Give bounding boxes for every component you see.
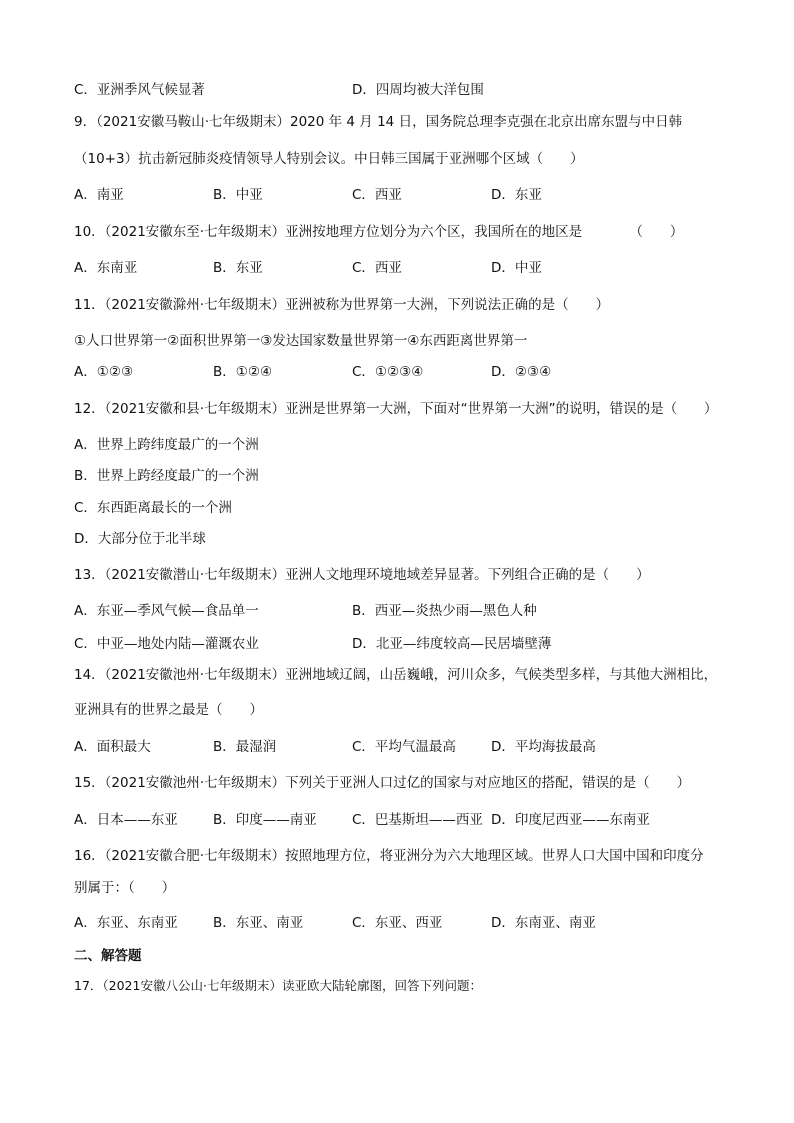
q8-option-d: D．四周均被大洋包围 bbox=[352, 82, 484, 98]
q15-option-a: A．日本——东亚 bbox=[74, 812, 178, 828]
q11-stem: 11．（2021安徽滁州·七年级期末）亚洲被称为世界第一大洲，下列说法正确的是（ ） bbox=[74, 297, 610, 313]
q11-statements: ①人口世界第一②面积世界第一③发达国家数量世界第一④东西距离世界第一 bbox=[74, 333, 528, 349]
q13-option-a: A．东亚—季风气候—食品单一 bbox=[74, 603, 259, 619]
q10-option-c: C．西亚 bbox=[352, 260, 402, 276]
q12-option-a: A．世界上跨纬度最广的一个洲 bbox=[74, 437, 259, 453]
q13-stem: 13．（2021安徽潜山·七年级期末）亚洲人文地理环境地域差异显著。下列组合正确的是（ ） bbox=[74, 567, 650, 583]
q15-option-c: C．巴基斯坦——西亚 bbox=[352, 812, 483, 828]
q14-stem-line1: 14．（2021安徽池州·七年级期末）亚洲地域辽阔，山岳巍峨，河川众多，气候类型多样，与其他大洲相比， bbox=[74, 667, 718, 683]
q11-option-c: C．①②③④ bbox=[352, 364, 424, 380]
q16-option-d: D．东南亚、南亚 bbox=[491, 915, 596, 931]
q16-stem-line2: 别属于：（ ） bbox=[74, 880, 176, 896]
q9-option-b: B．中亚 bbox=[213, 187, 263, 203]
q12-option-c: C．东西距离最长的一个洲 bbox=[74, 500, 232, 516]
q9-stem-line1: 9．（2021安徽马鞍山·七年级期末）2020 年 4 月 14 日，国务院总理李克强在北京出席东盟与中日韩 bbox=[74, 114, 683, 130]
q15-stem: 15．（2021安徽池州·七年级期末）下列关于亚洲人口过亿的国家与对应地区的搭配，错误的是（ ） bbox=[74, 775, 691, 791]
q11-option-b: B．①②④ bbox=[213, 364, 273, 380]
q10-option-d: D．中亚 bbox=[491, 260, 542, 276]
q16-option-b: B．东亚、南亚 bbox=[213, 915, 304, 931]
q15-option-b: B．印度——南亚 bbox=[213, 812, 317, 828]
q9-stem-line2: （10+3）抗击新冠肺炎疫情领导人特别会议。中日韩三国属于亚洲哪个区域（ ） bbox=[74, 151, 584, 167]
section-heading: 二、解答题 bbox=[74, 948, 142, 964]
q16-option-c: C．东亚、西亚 bbox=[352, 915, 443, 931]
q11-option-d: D．②③④ bbox=[491, 364, 552, 380]
q10-option-a: A．东南亚 bbox=[74, 260, 138, 276]
q10-option-b: B．东亚 bbox=[213, 260, 263, 276]
q12-option-b: B．世界上跨经度最广的一个洲 bbox=[74, 468, 259, 484]
q13-option-c: C．中亚—地处内陆—灌溉农业 bbox=[74, 636, 259, 652]
q14-option-a: A．面积最大 bbox=[74, 739, 151, 755]
q14-option-d: D．平均海拔最高 bbox=[491, 739, 596, 755]
q14-option-c: C．平均气温最高 bbox=[352, 739, 456, 755]
q12-option-d: D．大部分位于北半球 bbox=[74, 531, 206, 547]
q17-stem: 17．（2021安徽八公山·七年级期末）读亚欧大陆轮廓图，回答下列问题： bbox=[74, 978, 482, 993]
q11-option-a: A．①②③ bbox=[74, 364, 134, 380]
q14-stem-line2: 亚洲具有的世界之最是（ ） bbox=[74, 702, 263, 718]
q13-option-d: D．北亚—纬度较高—民居墙壁薄 bbox=[352, 636, 552, 652]
q16-stem-line1: 16．（2021安徽合肥·七年级期末）按照地理方位，将亚洲分为六大地理区域。世界人口大国中国和印度分 bbox=[74, 848, 704, 864]
q9-option-d: D．东亚 bbox=[491, 187, 542, 203]
q14-option-b: B．最湿润 bbox=[213, 739, 277, 755]
q8-option-c: C．亚洲季风气候显著 bbox=[74, 82, 205, 98]
q9-option-a: A．南亚 bbox=[74, 187, 124, 203]
q16-option-a: A．东亚、东南亚 bbox=[74, 915, 178, 931]
q10-stem: 10．（2021安徽东至·七年级期末）亚洲按地理方位划分为六个区，我国所在的地区是 （ ） bbox=[74, 224, 684, 240]
q9-option-c: C．西亚 bbox=[352, 187, 402, 203]
q12-stem: 12．（2021安徽和县·七年级期末）亚洲是世界第一大洲，下面对“世界第一大洲”的说明，错误的是（ ） bbox=[74, 401, 718, 417]
q15-option-d: D．印度尼西亚——东南亚 bbox=[491, 812, 650, 828]
q13-option-b: B．西亚—炎热少雨—黑色人种 bbox=[352, 603, 537, 619]
